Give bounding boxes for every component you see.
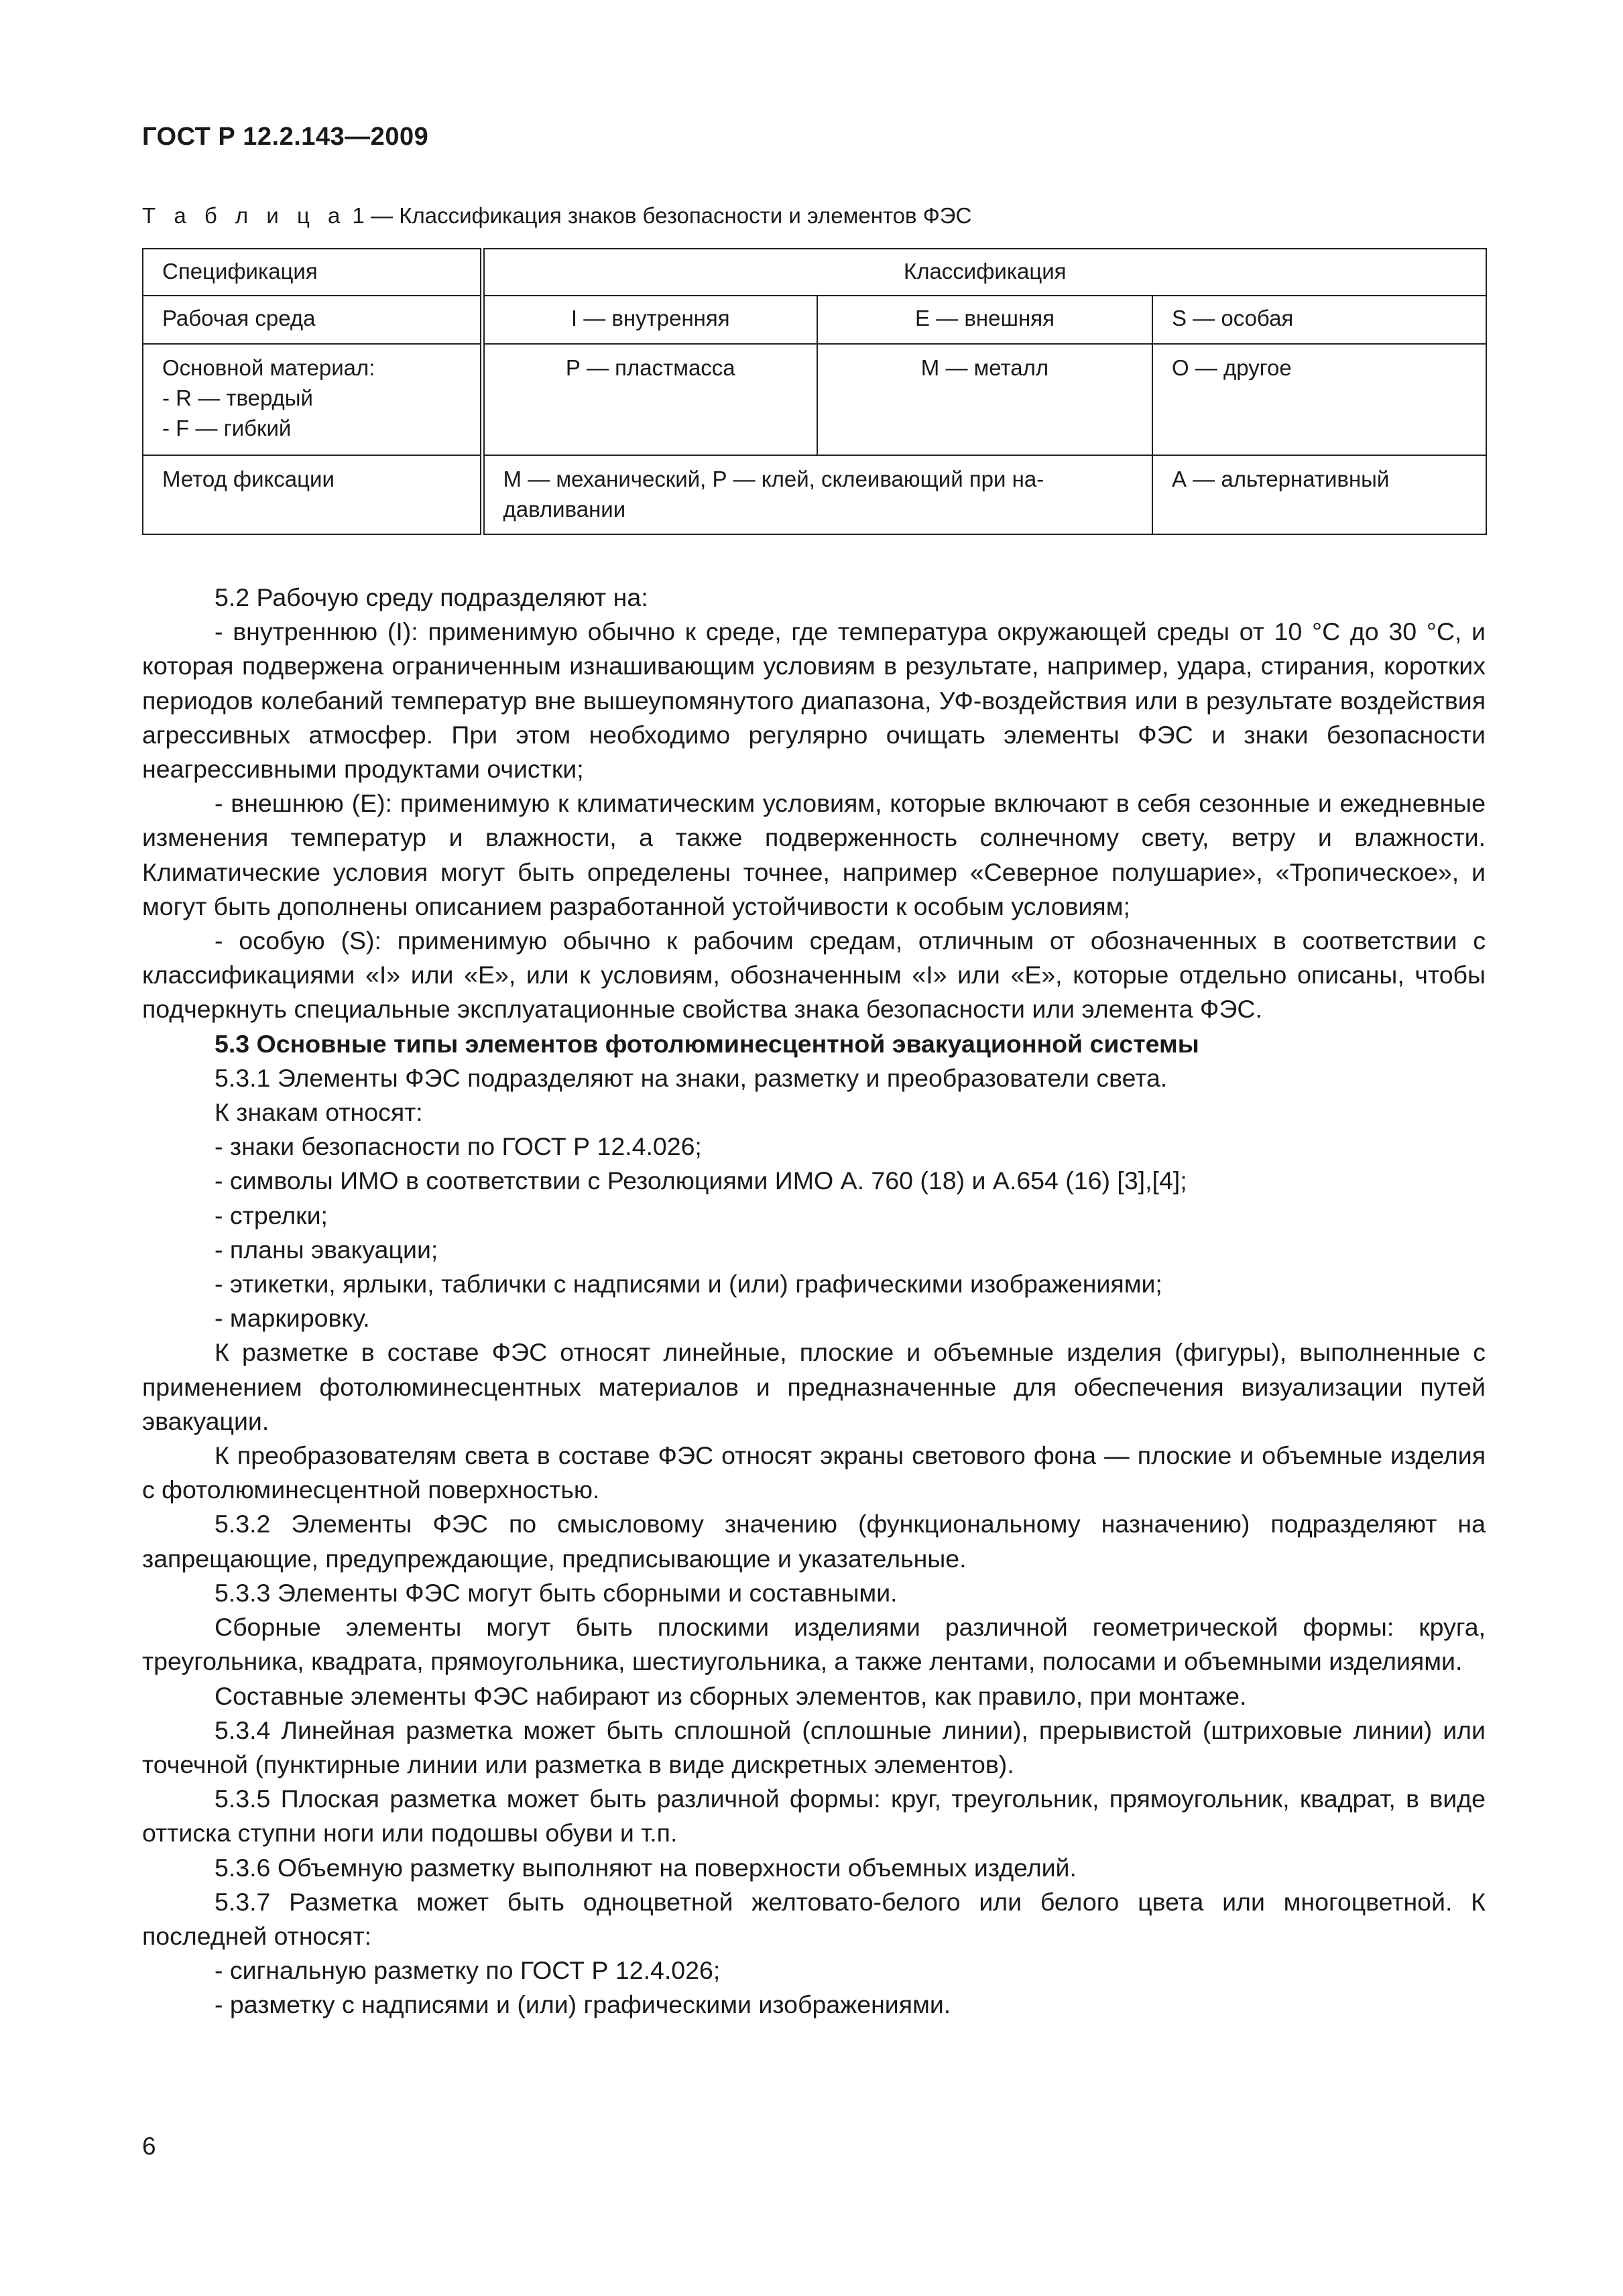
body-paragraph: - разметку с надписями и (или) графическими изображениями. (215, 1990, 951, 2019)
table-row (143, 455, 1486, 534)
body-paragraph: - сигнальную разметку по ГОСТ Р 12.4.026; (215, 1956, 721, 1985)
body-paragraph: Сборные элементы могут быть плоскими изделиями различной геометрической формы: круга, треугольника, квадрата, прямоугольника, шестиугольника, а также лентами, полосами и объемными изделиями. (142, 1613, 1486, 1676)
body-paragraph: - внешнюю (Е): применимую к климатическим условиям, которые включают в себя сезонные и ежедневные изменения температур и влажности, а также подверженность солнечному свету, ветру и влажности. Климатические условия могут быть определены точнее, например «Северное полушарие», «Тропическое», и могут быть дополнены описанием разработанной устойчивости к особым условиям; (142, 789, 1486, 920)
table-cell-line: давливании (503, 497, 626, 522)
body-paragraph: 5.3.2 Элементы ФЭС по смысловому значению (функциональному назначению) подразделяют на запрещающие, предупреждающие, предписывающие и указательные. (142, 1510, 1486, 1573)
classification-table (142, 248, 1487, 535)
table-row (143, 344, 1486, 455)
table-row (143, 296, 1486, 344)
table-cell-line: - F — гибкий (162, 416, 292, 440)
table-caption (142, 203, 971, 229)
table-cell-spec: Метод фиксации (143, 455, 482, 534)
body-paragraph: К разметке в составе ФЭС относят линейные, плоские и объемные изделия (фигуры), выполненные с применением фотолюминесцентных материалов и предназначенные для обеспечения визуализации путей эвакуации. (142, 1338, 1486, 1435)
table-caption-text: 1 — Классификация знаков безопасности и элементов ФЭС (352, 203, 972, 228)
section-heading: 5.3 Основные типы элементов фотолюминесцентной эвакуационной системы (215, 1029, 1199, 1058)
body-paragraph: 5.3.3 Элементы ФЭС могут быть сборными и составными. (215, 1578, 898, 1607)
table-cell: О — другое (1152, 344, 1486, 455)
table-header-classification: Классификация (482, 249, 1486, 296)
body-paragraph: 5.2 Рабочую среду подразделяют на: (215, 583, 648, 611)
table-cell-line: - R — твердый (162, 385, 313, 410)
body-paragraph: Составные элементы ФЭС набирают из сборных элементов, как правило, при монтаже. (215, 1681, 1247, 1710)
body-paragraph: - внутреннюю (I): применимую обычно к среде, где температура окружающей среды от 10 °С до 30 °С, и которая подвержена ограниченным изнашивающим условиям в результате, например, удара, стирания, коротких периодов колебаний температур вне вышеупомянутого диапазона, УФ-воздействия или в результате воздействия агрессивных атмосфер. При этом необходимо регулярно очищать элементы ФЭС и знаки безопасности неагрессивными продуктами очистки; (142, 617, 1486, 784)
table-cell: Р — пластмасса (482, 344, 817, 455)
table-cell-line: М — механический, Р — клей, склеивающий при на- (503, 467, 1044, 491)
body-paragraph: - символы ИМО в соответствии с Резолюциями ИМО А. 760 (18) и А.654 (16) [3],[4]; (215, 1166, 1187, 1195)
body-paragraph: К знакам относят: (215, 1098, 423, 1127)
table-cell: М — металл (817, 344, 1152, 455)
body-paragraph: - маркировку. (215, 1304, 370, 1333)
document-header: ГОСТ Р 12.2.143—2009 (142, 123, 429, 151)
body-paragraph: - этикетки, ярлыки, таблички с надписями и (или) графическими изображениями; (215, 1270, 1162, 1298)
body-paragraph: - стрелки; (215, 1201, 328, 1229)
table-cell-line: Основной материал: (162, 355, 375, 380)
page-number: 6 (142, 2132, 156, 2160)
table-cell (482, 455, 1152, 534)
body-paragraph: - планы эвакуации; (215, 1235, 438, 1264)
table-cell: S — особая (1152, 296, 1486, 344)
body-paragraph: 5.3.6 Объемную разметку выполняют на поверхности объемных изделий. (215, 1853, 1077, 1882)
table-header-row (143, 249, 1486, 296)
table-cell-spec (143, 344, 482, 455)
table-cell: Е — внешняя (817, 296, 1152, 344)
table-cell: А — альтернативный (1152, 455, 1486, 534)
table-caption-label: Т а б л и ц а (142, 203, 347, 228)
table-cell: I — внутренняя (482, 296, 817, 344)
table-header-spec: Спецификация (143, 249, 482, 296)
body-paragraph: 5.3.4 Линейная разметка может быть сплошной (сплошные линии), прерывистой (штриховые линии) или точечной (пунктирные линии или разметка в виде дискретных элементов). (142, 1715, 1486, 1778)
document-body (142, 581, 1486, 2022)
body-paragraph: 5.3.7 Разметка может быть одноцветной желтовато-белого или белого цвета или многоцветной. К последней относят: (142, 1887, 1486, 1950)
body-paragraph: 5.3.5 Плоская разметка может быть различной формы: круг, треугольник, прямоугольник, квадрат, в виде оттиска ступни ноги или подошвы обуви и т.п. (142, 1785, 1486, 1848)
table-cell-spec: Рабочая среда (143, 296, 482, 344)
body-paragraph: - особую (S): применимую обычно к рабочим средам, отличным от обозначенных в соответствии с классификациями «I» или «Е», или к условиям, обозначенным «I» или «Е», которые отдельно описаны, чтобы подчеркнуть специальные эксплуатационные свойства знака безопасности или элемента ФЭС. (142, 926, 1486, 1024)
body-paragraph: К преобразователям света в составе ФЭС относят экраны светового фона — плоские и объемные изделия с фотолюминесцентной поверхностью. (142, 1441, 1486, 1504)
body-paragraph: 5.3.1 Элементы ФЭС подразделяют на знаки, разметку и преобразователи света. (215, 1063, 1168, 1092)
body-paragraph: - знаки безопасности по ГОСТ Р 12.4.026; (215, 1132, 702, 1161)
